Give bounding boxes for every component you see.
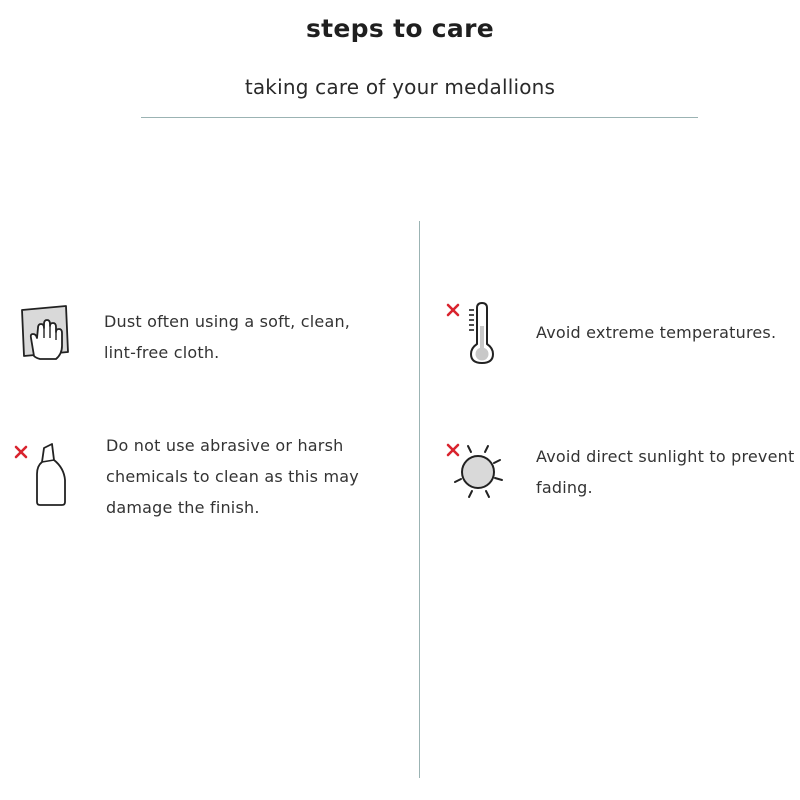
tip-chemicals-text (106, 430, 406, 523)
column-divider (419, 221, 420, 778)
hand-cloth-icon (18, 302, 72, 362)
tip-temperature-line-1: Avoid extreme temperatures. (536, 323, 777, 342)
tip-dust-line-2: lint-free cloth. (104, 343, 220, 362)
tip-dust-line-1: Dust often using a soft, clean, (104, 312, 351, 331)
header-divider (141, 117, 698, 118)
tip-dust-text (104, 306, 404, 368)
tip-chemicals-line-2: chemicals to clean as this may (106, 467, 359, 486)
tip-chemicals-line-3: damage the finish. (106, 498, 260, 517)
cleaning-bottle-icon (34, 442, 68, 508)
tip-sunlight-line-1: Avoid direct sunlight to prevent (536, 447, 795, 466)
page-title: steps to care (306, 14, 494, 43)
tip-sunlight-line-2: fading. (536, 478, 593, 497)
tip-temperature-text (536, 317, 796, 348)
thermometer-icon (462, 300, 502, 366)
warning-x-icon (14, 444, 28, 458)
sun-icon (446, 440, 510, 504)
page-subtitle: taking care of your medallions (244, 75, 556, 99)
tip-sunlight-text (536, 441, 796, 503)
tip-chemicals-line-1: Do not use abrasive or harsh (106, 436, 344, 455)
warning-x-icon (446, 302, 460, 316)
